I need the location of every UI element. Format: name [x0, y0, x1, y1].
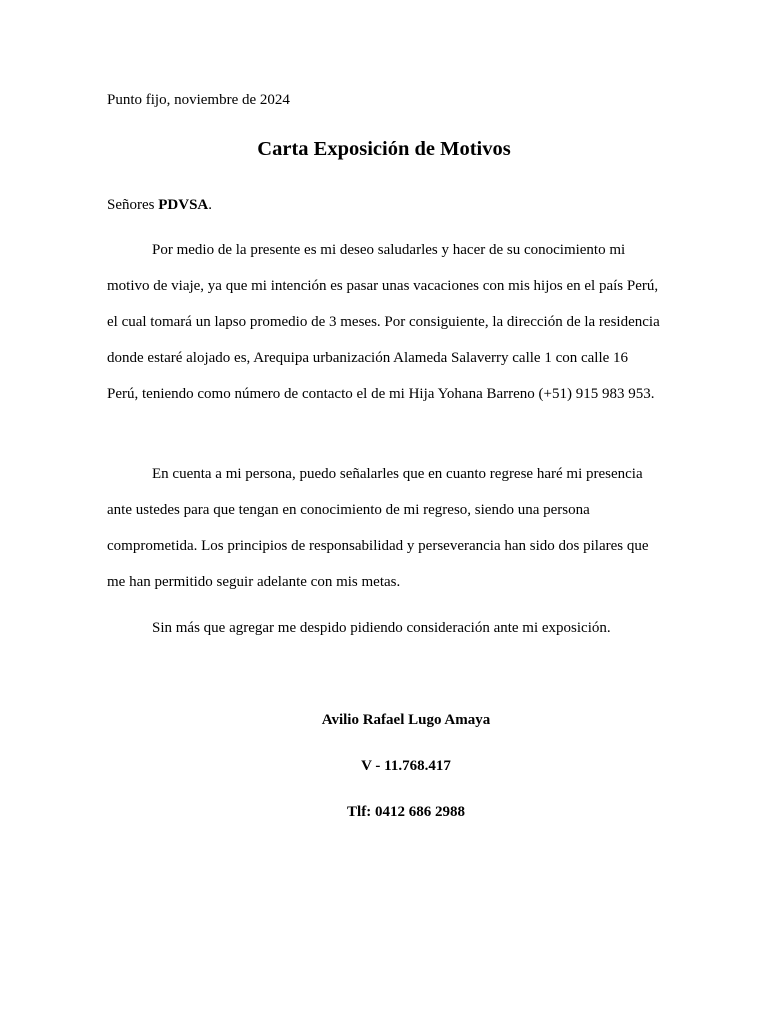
place-date: Punto fijo, noviembre de 2024: [107, 92, 290, 108]
signature-id-number: V - 11.768.417: [361, 758, 451, 774]
salutation-prefix: Señores: [107, 197, 159, 213]
signature-phone: Tlf: 0412 686 2988: [347, 804, 465, 820]
salutation: [107, 187, 663, 223]
paragraph-personal-commitment: En cuenta a mi persona, puedo señalarles que en cuanto regrese haré mi presencia ante ustedes para que tengan en conocimiento de mi regreso, siendo una persona comprometida. Los principios de responsabilidad y perseverancia han sido dos pilares que me han permitido seguir adelante con mis metas.: [107, 466, 649, 590]
paragraph-closing: Sin más que agregar me despido pidiendo consideración ante mi exposición.: [152, 620, 611, 636]
letter-title: Carta Exposición de Motivos: [257, 138, 511, 160]
salutation-suffix: .: [208, 197, 213, 213]
salutation-organization: PDVSA: [158, 197, 209, 213]
signature-name: Avilio Rafael Lugo Amaya: [321, 712, 491, 728]
paragraph-travel-reason: Por medio de la presente es mi deseo saludarles y hacer de su conocimiento mi motivo de viaje, ya que mi intención es pasar unas vacaciones con mis hijos en el país Perú, el cual tomará un lapso promedio de 3 meses. Por consiguiente, la dirección de la residencia donde estaré alojado es, Arequipa urbanización Alameda Salaverry calle 1 con calle 16 Perú, teniendo como número de contacto el de mi Hija Yohana Barreno (+51) 915 983 953.: [107, 242, 660, 402]
